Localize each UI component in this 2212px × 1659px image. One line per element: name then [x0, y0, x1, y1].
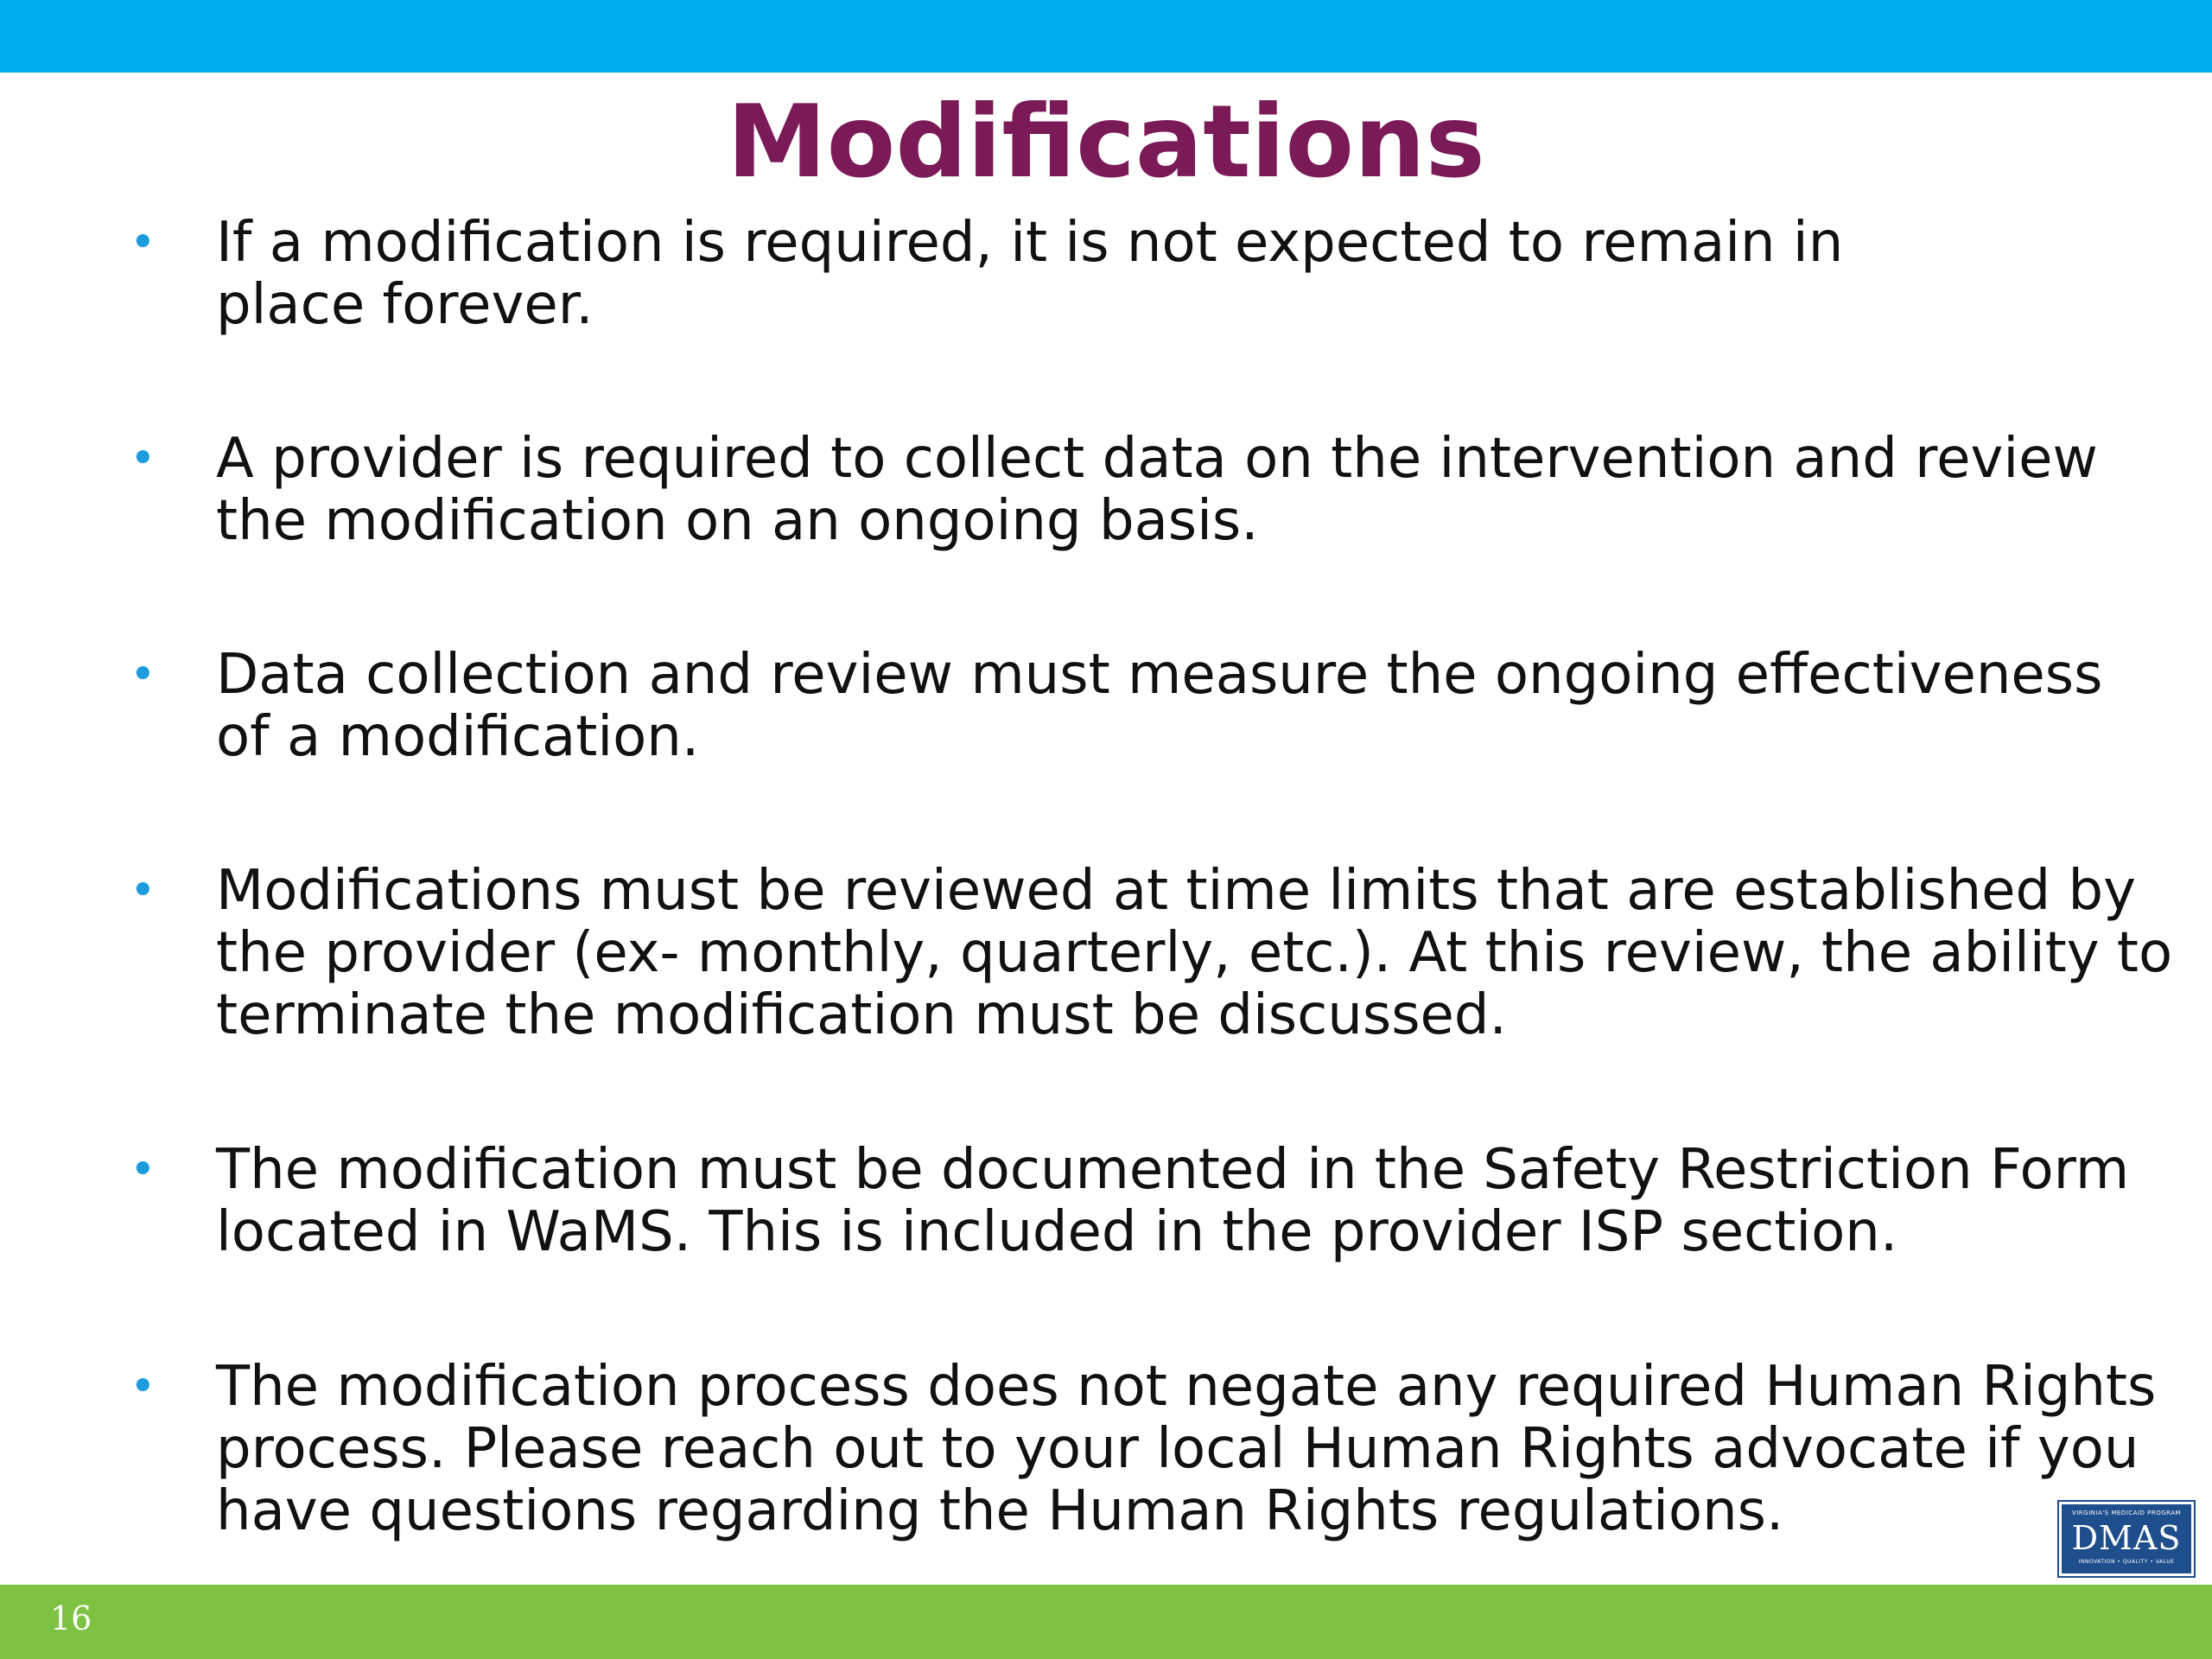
- bullet-text: The modification process does not negate any required Human Rights process. Please reach out to your local Human Rights advocate if you have questions regarding the Human Rights regulations.: [216, 1355, 2157, 1543]
- logo-tagline-bottom: INNOVATION • QUALITY • VALUE: [2078, 1559, 2175, 1565]
- bottom-accent-bar: [0, 1585, 2212, 1659]
- bullet-marker: •: [130, 865, 156, 917]
- bullet-text: Modifications must be reviewed at time limits that are established by the provider (ex- monthly, quarterly, etc.). At this review, the ability to terminate the modification must be discussed.: [216, 859, 2173, 1047]
- bullet-text: A provider is required to collect data on the intervention and review the modification on an ongoing basis.: [216, 427, 2098, 553]
- bullet-marker: •: [130, 217, 156, 269]
- bullet-marker: •: [130, 1144, 156, 1196]
- bullet-text: Data collection and review must measure the ongoing effectiveness of a modification.: [216, 643, 2103, 769]
- bullet-text: The modification must be documented in the Safety Restriction Form located in WaMS. This is included in the provider ISP section.: [216, 1138, 2130, 1264]
- bullet-marker: •: [130, 433, 156, 485]
- slide-title: Modifications: [727, 84, 1485, 200]
- bullet-marker: •: [130, 649, 156, 701]
- logo-wordmark: DMAS: [2071, 1519, 2182, 1557]
- logo-tagline-top: VIRGINIA'S MEDICAID PROGRAM: [2071, 1510, 2182, 1516]
- bullet-text: If a modification is required, it is not expected to remain in place forever.: [216, 211, 1844, 337]
- dmas-logo: [2059, 1502, 2194, 1576]
- bullet-marker: •: [130, 1361, 156, 1413]
- top-accent-bar: [0, 0, 2212, 73]
- page-number: 16: [50, 1599, 92, 1637]
